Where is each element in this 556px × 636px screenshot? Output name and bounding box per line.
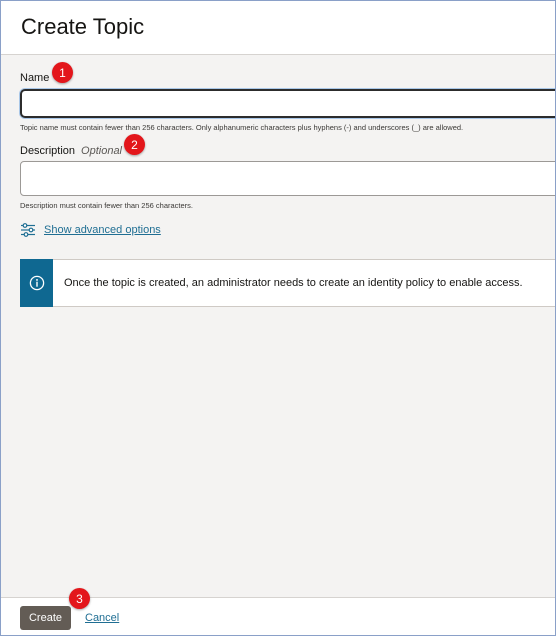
description-hint: Description must contain fewer than 256 characters. bbox=[20, 201, 194, 210]
create-button[interactable]: Create bbox=[20, 606, 71, 630]
show-advanced-options[interactable] bbox=[20, 223, 161, 237]
step-3-badge: 3 bbox=[69, 588, 90, 609]
description-input[interactable] bbox=[20, 161, 556, 196]
description-label-text: Description bbox=[20, 145, 76, 157]
info-icon bbox=[29, 275, 45, 291]
name-label-text: Name bbox=[20, 72, 50, 84]
cancel-link[interactable]: Cancel bbox=[85, 612, 120, 624]
info-banner bbox=[20, 259, 556, 307]
name-label bbox=[20, 72, 49, 84]
panel-header bbox=[1, 1, 555, 55]
optional-tag: Optional bbox=[81, 145, 123, 157]
show-advanced-options-link[interactable]: Show advanced options bbox=[44, 224, 161, 236]
page-title: Create Topic bbox=[21, 14, 145, 39]
step-1-badge: 1 bbox=[52, 62, 73, 83]
step-2-badge: 2 bbox=[124, 134, 145, 155]
description-label bbox=[20, 145, 122, 157]
sliders-icon bbox=[20, 223, 36, 237]
name-input[interactable] bbox=[20, 89, 556, 118]
name-hint: Topic name must contain fewer than 256 characters. Only alphanumeric characters plus hyphens (-) and underscores (_) are allowed. bbox=[20, 123, 464, 132]
info-banner-accent bbox=[20, 259, 53, 307]
info-banner-text: Once the topic is created, an administrator needs to create an identity policy to enable access. bbox=[64, 277, 523, 289]
